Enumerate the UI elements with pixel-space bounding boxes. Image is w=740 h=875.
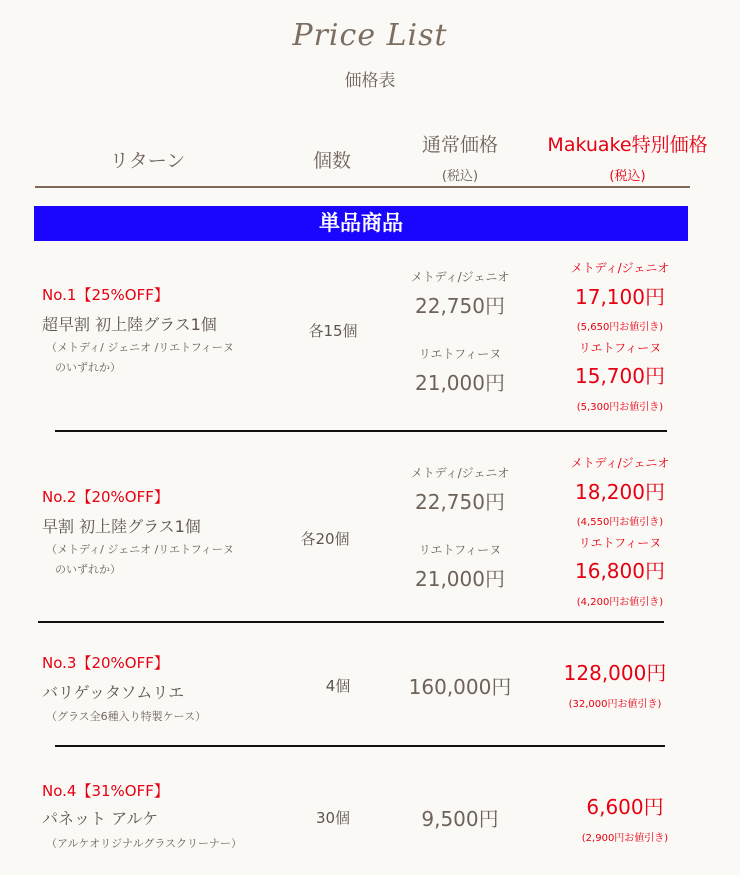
regular-price: 21,000円 bbox=[415, 371, 505, 395]
makuake-discount: (5,650円お値引き) bbox=[576, 322, 664, 333]
price-list-title: 価格表 bbox=[344, 71, 396, 91]
row-divider bbox=[38, 621, 664, 623]
column-header-makuake-price: Makuake特別価格 bbox=[547, 134, 708, 156]
makuake-price: 6,600円 bbox=[586, 795, 664, 819]
product-note: のいずれか） bbox=[55, 563, 121, 576]
column-header-return: リターン bbox=[109, 150, 186, 172]
makuake-price: 18,200円 bbox=[575, 480, 665, 504]
makuake-discount: (32,000円お値引き) bbox=[568, 699, 662, 710]
makuake-variant-label: メトディ/ジェニオ bbox=[570, 261, 670, 275]
makuake-discount: (2,900円お値引き) bbox=[581, 833, 669, 844]
regular-variant-label: メトディ/ジェニオ bbox=[410, 466, 510, 480]
regular-price: 9,500円 bbox=[421, 807, 499, 831]
column-header-quantity: 個数 bbox=[312, 150, 351, 172]
product-name: パネット アルケ bbox=[42, 809, 159, 828]
regular-price: 21,000円 bbox=[415, 567, 505, 591]
product-name: バリゲッタソムリエ bbox=[42, 683, 185, 702]
makuake-variant-label: リエトフィーヌ bbox=[578, 536, 662, 550]
makuake-variant-label: メトディ/ジェニオ bbox=[570, 456, 670, 470]
product-note: （メトディ/ ジェニオ /リエトフィーヌ bbox=[46, 341, 234, 354]
product-quantity: 4個 bbox=[325, 677, 351, 695]
regular-variant-label: メトディ/ジェニオ bbox=[410, 270, 510, 284]
regular-price: 160,000円 bbox=[408, 675, 512, 699]
product-title: No.4【31%OFF】 bbox=[42, 782, 169, 800]
header-divider bbox=[35, 186, 690, 188]
column-header-regular-price: 通常価格 bbox=[421, 134, 498, 156]
column-header-makuake-tax: (税込) bbox=[609, 169, 646, 184]
regular-price: 22,750円 bbox=[415, 294, 505, 318]
makuake-variant-label: リエトフィーヌ bbox=[578, 341, 662, 355]
regular-variant-label: リエトフィーヌ bbox=[418, 347, 502, 361]
makuake-price: 16,800円 bbox=[575, 559, 665, 583]
makuake-price: 128,000円 bbox=[563, 661, 667, 685]
makuake-price: 15,700円 bbox=[575, 364, 665, 388]
makuake-discount: (4,200円お値引き) bbox=[576, 597, 664, 608]
makuake-discount: (4,550円お値引き) bbox=[576, 517, 664, 528]
makuake-discount: (5,300円お値引き) bbox=[576, 402, 664, 413]
regular-variant-label: リエトフィーヌ bbox=[418, 543, 502, 557]
product-note: （グラス全6種入り特製ケース） bbox=[46, 710, 207, 723]
makuake-price: 17,100円 bbox=[575, 285, 665, 309]
product-quantity: 各15個 bbox=[308, 322, 358, 340]
price-list-script-title: Price List bbox=[292, 18, 448, 53]
product-title: No.1【25%OFF】 bbox=[42, 286, 169, 304]
column-header-regular-tax: (税込) bbox=[441, 169, 479, 184]
product-note: （アルケオリジナルグラスクリーナー） bbox=[46, 837, 243, 850]
product-note: （メトディ/ ジェニオ /リエトフィーヌ bbox=[46, 543, 234, 556]
product-note: のいずれか） bbox=[55, 361, 121, 374]
regular-price: 22,750円 bbox=[415, 490, 505, 514]
row-divider bbox=[55, 430, 667, 432]
product-title: No.2【20%OFF】 bbox=[42, 488, 169, 506]
product-quantity: 30個 bbox=[315, 809, 351, 827]
row-divider bbox=[55, 745, 665, 747]
section-band-single-items: 単品商品 bbox=[34, 206, 688, 241]
product-name: 超早割 初上陸グラス1個 bbox=[42, 315, 217, 334]
product-quantity: 各20個 bbox=[300, 530, 350, 548]
product-title: No.3【20%OFF】 bbox=[42, 654, 169, 672]
product-name: 早割 初上陸グラス1個 bbox=[42, 517, 201, 536]
